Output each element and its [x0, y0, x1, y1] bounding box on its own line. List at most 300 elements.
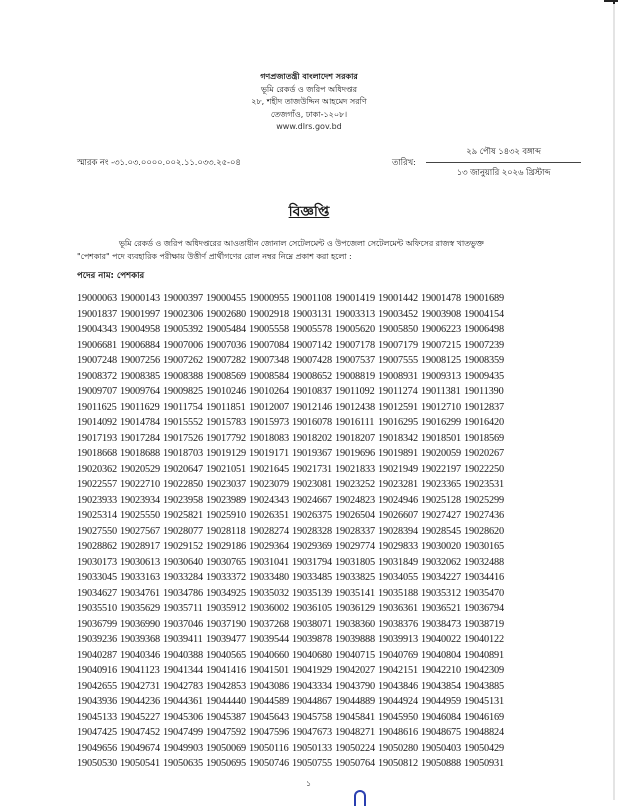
- roll-number-cell: 19028077: [163, 525, 203, 537]
- roll-number-cell: 19027567: [120, 525, 160, 537]
- roll-number-cell: 19036002: [249, 603, 289, 614]
- government-name: গণপ্রজাতন্ত্রী বাংলাদেশ সরকার: [260, 72, 358, 81]
- roll-number-cell: 19041416: [206, 665, 246, 676]
- roll-number-cell: 19026351: [249, 510, 289, 521]
- roll-number-cell: 19039411: [163, 634, 203, 645]
- roll-number-cell: 19048271: [335, 727, 375, 738]
- roll-number-cell: 19035629: [120, 603, 160, 614]
- roll-number-cell: 19038376: [378, 618, 418, 630]
- roll-number-cell: 19007282: [206, 355, 246, 366]
- roll-number-cell: 19045643: [249, 711, 289, 723]
- roll-number-cell: 19039477: [206, 634, 246, 645]
- date-block: [426, 145, 581, 180]
- roll-number-cell: 19031041: [249, 556, 289, 568]
- roll-number-cell: 19022710: [120, 479, 160, 490]
- roll-number-cell: 19008584: [249, 370, 289, 382]
- roll-number-cell: 19040916: [77, 665, 117, 676]
- date-bangla: ২৯ পৌষ ১৪৩২ বঙ্গাব্দ: [426, 145, 581, 163]
- roll-number-cell: 19047499: [163, 727, 203, 738]
- roll-number-cell: 19039888: [335, 634, 375, 645]
- roll-number-cell: 19050429: [464, 742, 504, 754]
- roll-number-cell: 19050888: [421, 758, 461, 769]
- roll-number-cell: 19008388: [163, 370, 203, 382]
- roll-number-cell: 19022197: [421, 463, 461, 475]
- roll-number-cell: 19001837: [77, 308, 117, 320]
- roll-number-cell: 19043846: [378, 680, 418, 692]
- roll-number-cell: 19050695: [206, 758, 246, 769]
- roll-number-cell: 19044867: [292, 696, 332, 707]
- roll-number-cell: 19043086: [249, 680, 289, 692]
- roll-number-cell: 19050530: [77, 758, 117, 769]
- roll-number-cell: 19028274: [249, 525, 289, 537]
- roll-number-cell: 19019171: [249, 448, 289, 459]
- roll-number-cell: 19005578: [292, 324, 332, 335]
- roll-number-cell: 19037268: [249, 618, 289, 630]
- roll-number-cell: 19035470: [464, 587, 504, 599]
- roll-number-cell: 19011092: [335, 386, 375, 397]
- roll-number-cell: 19007084: [249, 339, 289, 351]
- roll-number-cell: 19042210: [421, 665, 461, 676]
- roll-number-cell: 19034227: [421, 572, 461, 583]
- notice-title: বিজ্ঞপ্তি: [288, 204, 330, 220]
- roll-number-cell: 19037190: [206, 618, 246, 630]
- roll-number-cell: 19045227: [120, 711, 160, 723]
- roll-number-cell: 19028118: [206, 525, 246, 537]
- roll-number-cell: 19012007: [249, 401, 289, 413]
- roll-number-cell: 19050635: [163, 758, 203, 769]
- roll-number-cell: 19030765: [206, 556, 246, 568]
- roll-number-cell: 19031805: [335, 556, 375, 568]
- roll-number-cell: 19036794: [464, 603, 504, 614]
- roll-number-cell: 19033825: [335, 572, 375, 583]
- roll-number-cell: 19000397: [163, 293, 203, 304]
- roll-number-cell: 19016078: [292, 417, 332, 428]
- roll-number-cell: 19030173: [77, 556, 117, 568]
- roll-number-cell: 19025314: [77, 510, 117, 521]
- roll-number-cell: 19018703: [163, 448, 203, 459]
- roll-number-cell: 19011754: [163, 401, 203, 413]
- roll-number-cell: 19023079: [249, 479, 289, 490]
- roll-number-cell: 19019129: [206, 448, 246, 459]
- roll-number-cell: 19000063: [77, 293, 117, 304]
- roll-number-cell: 19047592: [206, 727, 246, 738]
- roll-number-cell: 19029364: [249, 541, 289, 552]
- roll-number-cell: 19007555: [378, 355, 418, 366]
- roll-number-cell: 19012710: [421, 401, 461, 413]
- roll-number-cell: 19050812: [378, 758, 418, 769]
- roll-number-cell: 19011381: [421, 386, 461, 397]
- roll-number-cell: 19050280: [378, 742, 418, 754]
- roll-number-cell: 19030613: [120, 556, 160, 568]
- roll-number-cell: 19039368: [120, 634, 160, 645]
- roll-number-cell: 19009764: [120, 386, 160, 397]
- roll-number-cell: 19016295: [378, 417, 418, 428]
- post-name-label: পদের নাম: পেশকার: [77, 271, 145, 281]
- roll-number-cell: 19041929: [292, 665, 332, 676]
- notice-paragraph-line-1: ভূমি রেকর্ড ও জরিপ অধিদপ্তরের আওতাধীন জোনাল সেটেলমেন্ট ও উপজেলা সেটেলমেন্ট অফিসের রাজস্ব খাতভুক্ত: [119, 239, 484, 248]
- roll-number-cell: 19003313: [335, 308, 375, 320]
- roll-number-cell: 19034055: [378, 572, 418, 583]
- roll-number-cell: 19048616: [378, 727, 418, 738]
- roll-number-grid: [77, 291, 587, 772]
- roll-number-cell: 19042783: [163, 680, 203, 692]
- roll-number-cell: 19029152: [163, 541, 203, 552]
- roll-number-cell: 19044361: [163, 696, 203, 707]
- roll-number-cell: 19033480: [249, 572, 289, 583]
- roll-number-cell: 19019891: [378, 448, 418, 459]
- roll-number-cell: 19015783: [206, 417, 246, 428]
- roll-number-cell: 19008359: [464, 355, 504, 366]
- roll-number-cell: 19005558: [249, 324, 289, 335]
- roll-number-cell: 19007262: [163, 355, 203, 366]
- roll-number-cell: 19023933: [77, 494, 117, 506]
- roll-number-cell: 19012591: [378, 401, 418, 413]
- roll-number-cell: 19010246: [206, 386, 246, 397]
- roll-number-cell: 19029369: [292, 541, 332, 552]
- roll-number-cell: 19046169: [464, 711, 504, 723]
- roll-number-cell: 19022250: [464, 463, 504, 475]
- roll-number-cell: 19045758: [292, 711, 332, 723]
- roll-number-cell: 19030020: [421, 541, 461, 552]
- roll-number-cell: 19007348: [249, 355, 289, 366]
- roll-number-cell: 19049674: [120, 742, 160, 754]
- roll-number-cell: 19035188: [378, 587, 418, 599]
- roll-number-cell: 19040346: [120, 649, 160, 661]
- roll-number-cell: 19028862: [77, 541, 117, 552]
- roll-number-cell: 19050403: [421, 742, 461, 754]
- roll-number-cell: 19045131: [464, 696, 504, 707]
- roll-number-cell: 19034786: [163, 587, 203, 599]
- roll-number-cell: 19025821: [163, 510, 203, 521]
- roll-number-cell: 19025550: [120, 510, 160, 521]
- roll-number-cell: 19012438: [335, 401, 375, 413]
- notice-paragraph-line-2: "পেশকার" পদে ব্যবহারিক পরীক্ষায় উত্তীর্ণ প্রার্থীগণের রোল নম্বর নিম্নে প্রকাশ করা হলো :: [77, 252, 352, 261]
- roll-number-cell: 19024946: [378, 494, 418, 506]
- roll-number-cell: 19011629: [120, 401, 160, 413]
- roll-number-cell: 19000143: [120, 293, 160, 304]
- roll-number-cell: 19006498: [464, 324, 504, 335]
- roll-number-cell: 19015973: [249, 417, 289, 428]
- roll-number-cell: 19007215: [421, 339, 461, 351]
- roll-number-cell: 19006223: [421, 324, 461, 335]
- roll-number-cell: 19016299: [421, 417, 461, 428]
- roll-number-cell: 19025910: [206, 510, 246, 521]
- roll-number-cell: 19020267: [464, 448, 504, 459]
- roll-number-cell: 19009825: [163, 386, 203, 397]
- roll-number-cell: 19033045: [77, 572, 117, 583]
- roll-number-cell: 19009313: [421, 370, 461, 382]
- roll-number-cell: 19003452: [378, 308, 418, 320]
- roll-number-cell: 19036521: [421, 603, 461, 614]
- roll-number-cell: 19024823: [335, 494, 375, 506]
- roll-number-cell: 19040022: [421, 634, 461, 645]
- signature-ink-mark: [354, 790, 366, 806]
- roll-number-cell: 19006884: [120, 339, 160, 351]
- roll-number-cell: 19018569: [464, 432, 504, 444]
- roll-number-cell: 19027436: [464, 510, 504, 521]
- roll-number-cell: 19050931: [464, 758, 504, 769]
- roll-number-cell: 19044589: [249, 696, 289, 707]
- roll-number-cell: 19008931: [378, 370, 418, 382]
- website-link[interactable]: www.dlrs.gov.bd: [276, 122, 342, 131]
- roll-number-cell: 19044440: [206, 696, 246, 707]
- roll-number-cell: 19042309: [464, 665, 504, 676]
- roll-number-cell: 19050746: [249, 758, 289, 769]
- roll-number-cell: 19005620: [335, 324, 375, 335]
- roll-number-cell: 19044889: [335, 696, 375, 707]
- roll-number-cell: 19040680: [292, 649, 332, 661]
- roll-number-cell: 19001997: [120, 308, 160, 320]
- roll-number-cell: 19045133: [77, 711, 117, 723]
- roll-number-cell: 19000955: [249, 293, 289, 304]
- roll-number-cell: 19035711: [163, 603, 203, 614]
- roll-number-cell: 19040804: [421, 649, 461, 661]
- roll-number-cell: 19024343: [249, 494, 289, 506]
- roll-number-cell: 19018207: [335, 432, 375, 444]
- roll-number-cell: 19010837: [292, 386, 332, 397]
- roll-number-cell: 19041344: [163, 665, 203, 676]
- roll-number-cell: 19045306: [163, 711, 203, 723]
- scan-edge-corner: [604, 0, 618, 2]
- roll-number-cell: 19014092: [77, 417, 117, 428]
- roll-number-cell: 19044959: [421, 696, 461, 707]
- roll-number-cell: 19021051: [206, 463, 246, 475]
- roll-number-cell: 19045387: [206, 711, 246, 723]
- roll-number-cell: 19020362: [77, 463, 117, 475]
- roll-number-cell: 19035312: [421, 587, 461, 599]
- roll-number-cell: 19023531: [464, 479, 504, 490]
- roll-number-cell: 19000455: [206, 293, 246, 304]
- roll-number-cell: 19001689: [464, 293, 504, 304]
- roll-number-cell: 19043854: [421, 680, 461, 692]
- address-line: ২৮, শহীদ তাজউদ্দিন আহমেদ সরণি: [251, 97, 367, 106]
- roll-number-cell: 19012146: [292, 401, 332, 413]
- roll-number-cell: 19012837: [464, 401, 504, 413]
- roll-number-cell: 19033372: [206, 572, 246, 583]
- roll-number-cell: 19034627: [77, 587, 117, 599]
- roll-number-cell: 19038071: [292, 618, 332, 630]
- roll-number-cell: 19007006: [163, 339, 203, 351]
- roll-number-cell: 19032062: [421, 556, 461, 568]
- roll-number-cell: 19036799: [77, 618, 117, 630]
- roll-number-cell: 19004343: [77, 324, 117, 335]
- roll-number-cell: 19007248: [77, 355, 117, 366]
- roll-number-cell: 19011851: [206, 401, 246, 413]
- roll-number-cell: 19017193: [77, 432, 117, 444]
- roll-number-cell: 19048675: [421, 727, 461, 738]
- roll-number-cell: 19018501: [421, 432, 461, 444]
- roll-number-cell: 19027550: [77, 525, 117, 537]
- roll-number-cell: 19007239: [464, 339, 504, 351]
- department-name: ভূমি রেকর্ড ও জরিপ অধিদপ্তর: [260, 84, 358, 94]
- roll-number-cell: 19018083: [249, 432, 289, 444]
- roll-number-cell: 19050224: [335, 742, 375, 754]
- roll-number-cell: 19008652: [292, 370, 332, 382]
- roll-number-cell: 19020059: [421, 448, 461, 459]
- roll-number-cell: 19018668: [77, 448, 117, 459]
- roll-number-cell: 19038719: [464, 618, 504, 630]
- roll-number-cell: 19002918: [249, 308, 289, 320]
- roll-number-cell: 19009707: [77, 386, 117, 397]
- roll-number-cell: 19040565: [206, 649, 246, 661]
- roll-number-cell: 19031794: [292, 556, 332, 568]
- roll-number-cell: 19035141: [335, 587, 375, 599]
- roll-number-cell: 19019696: [335, 448, 375, 459]
- roll-number-cell: 19026375: [292, 510, 332, 521]
- roll-number-cell: 19017792: [206, 432, 246, 444]
- roll-number-cell: 19008569: [206, 370, 246, 382]
- roll-number-cell: 19043936: [77, 696, 117, 707]
- roll-number-cell: 19007142: [292, 339, 332, 351]
- roll-number-cell: 19040769: [378, 649, 418, 661]
- roll-number-cell: 19047452: [120, 727, 160, 738]
- roll-number-cell: 19019367: [292, 448, 332, 459]
- roll-number-cell: 19014784: [120, 417, 160, 428]
- roll-number-cell: 19008125: [421, 355, 461, 366]
- roll-number-cell: 19029774: [335, 541, 375, 552]
- roll-number-cell: 19002306: [163, 308, 203, 320]
- roll-number-cell: 19001478: [421, 293, 461, 304]
- roll-number-cell: 19049903: [163, 742, 203, 754]
- roll-number-cell: 19021731: [292, 463, 332, 475]
- roll-number-cell: 19034416: [464, 572, 504, 583]
- roll-number-cell: 19001442: [378, 293, 418, 304]
- roll-number-cell: 19039913: [378, 634, 418, 645]
- roll-number-cell: 19007178: [335, 339, 375, 351]
- roll-number-cell: 19007179: [378, 339, 418, 351]
- roll-number-cell: 19043790: [335, 680, 375, 692]
- roll-number-cell: 19028328: [292, 525, 332, 537]
- roll-number-cell: 19050541: [120, 758, 160, 769]
- roll-number-cell: 19028337: [335, 525, 375, 537]
- roll-number-cell: 19024667: [292, 494, 332, 506]
- roll-number-cell: 19045950: [378, 711, 418, 723]
- roll-number-cell: 19028620: [464, 525, 504, 537]
- roll-number-cell: 19021645: [249, 463, 289, 475]
- letterhead: [0, 71, 618, 134]
- roll-number-cell: 19033284: [163, 572, 203, 583]
- roll-number-cell: 19040122: [464, 634, 504, 645]
- roll-number-cell: 19027427: [421, 510, 461, 521]
- date-gregorian: ১৩ জানুয়ারি ২০২৬ খ্রিস্টাব্দ: [456, 167, 551, 177]
- roll-number-cell: 19023252: [335, 479, 375, 490]
- roll-number-cell: 19017526: [163, 432, 203, 444]
- roll-number-cell: 19008819: [335, 370, 375, 382]
- roll-number-cell: 19039878: [292, 634, 332, 645]
- roll-number-cell: 19001419: [335, 293, 375, 304]
- roll-number-cell: 19047596: [249, 727, 289, 738]
- roll-number-cell: 19010264: [249, 386, 289, 397]
- roll-number-cell: 19023081: [292, 479, 332, 490]
- roll-number-cell: 19043334: [292, 680, 332, 692]
- roll-number-cell: 19045841: [335, 711, 375, 723]
- roll-number-cell: 19031849: [378, 556, 418, 568]
- roll-number-cell: 19038473: [421, 618, 461, 630]
- roll-number-cell: 19008372: [77, 370, 117, 382]
- roll-number-cell: 19035032: [249, 587, 289, 599]
- roll-number-cell: 19042655: [77, 680, 117, 692]
- page-number: ১: [306, 779, 312, 788]
- roll-number-cell: 19017284: [120, 432, 160, 444]
- roll-number-cell: 19003131: [292, 308, 332, 320]
- roll-number-cell: 19022850: [163, 479, 203, 490]
- roll-number-cell: 19009435: [464, 370, 504, 382]
- roll-number-cell: 19005392: [163, 324, 203, 335]
- roll-number-cell: 19022557: [77, 479, 117, 490]
- roll-number-cell: 19034761: [120, 587, 160, 599]
- roll-number-cell: 19032488: [464, 556, 504, 568]
- roll-number-cell: 19036361: [378, 603, 418, 614]
- roll-number-cell: 19040388: [163, 649, 203, 661]
- roll-number-cell: 19028394: [378, 525, 418, 537]
- roll-number-cell: 19036990: [120, 618, 160, 630]
- roll-number-cell: 19002680: [206, 308, 246, 320]
- roll-number-cell: 19042853: [206, 680, 246, 692]
- roll-number-cell: 19035510: [77, 603, 117, 614]
- roll-number-cell: 19038360: [335, 618, 375, 630]
- roll-number-cell: 19048824: [464, 727, 504, 738]
- roll-number-cell: 19035912: [206, 603, 246, 614]
- roll-number-cell: 19021949: [378, 463, 418, 475]
- roll-number-cell: 19023365: [421, 479, 461, 490]
- roll-number-cell: 19029186: [206, 541, 246, 552]
- roll-number-cell: 19008385: [120, 370, 160, 382]
- roll-number-cell: 19025299: [464, 494, 504, 506]
- roll-number-cell: 19016111: [335, 417, 375, 428]
- memo-number: স্মারক নং -৩১.০৩.০০০০.০০২.১১.০৩৩.২৫-০৪: [77, 157, 241, 167]
- roll-number-cell: 19005484: [206, 324, 246, 335]
- roll-number-cell: 19046084: [421, 711, 461, 723]
- roll-number-cell: 19026607: [378, 510, 418, 521]
- roll-number-cell: 19047673: [292, 727, 332, 738]
- roll-number-cell: 19007428: [292, 355, 332, 366]
- roll-number-cell: 19011390: [464, 386, 504, 397]
- roll-number-cell: 19050069: [206, 742, 246, 754]
- roll-number-cell: 19003908: [421, 308, 461, 320]
- roll-number-cell: 19039236: [77, 634, 117, 645]
- roll-number-cell: 19007537: [335, 355, 375, 366]
- roll-number-cell: 19040715: [335, 649, 375, 661]
- roll-number-cell: 19025128: [421, 494, 461, 506]
- roll-number-cell: 19040287: [77, 649, 117, 661]
- roll-number-cell: 19036129: [335, 603, 375, 614]
- roll-number-cell: 19004154: [464, 308, 504, 320]
- roll-number-cell: 19020529: [120, 463, 160, 475]
- roll-number-cell: 19042027: [335, 665, 375, 676]
- roll-number-cell: 19043885: [464, 680, 504, 692]
- roll-number-cell: 19050764: [335, 758, 375, 769]
- roll-number-cell: 19018688: [120, 448, 160, 459]
- roll-number-cell: 19039544: [249, 634, 289, 645]
- roll-number-cell: 19023958: [163, 494, 203, 506]
- roll-number-cell: 19047425: [77, 727, 117, 738]
- roll-number-cell: 19005850: [378, 324, 418, 335]
- roll-number-cell: 19036105: [292, 603, 332, 614]
- roll-number-cell: 19028545: [421, 525, 461, 537]
- date-label: তারিখ:: [392, 157, 416, 167]
- roll-number-cell: 19050116: [249, 742, 289, 754]
- city-line: তেজগাঁও, ঢাকা-১২০৮।: [270, 109, 348, 119]
- roll-number-cell: 19007036: [206, 339, 246, 351]
- roll-number-cell: 19030165: [464, 541, 504, 552]
- roll-number-cell: 19011274: [378, 386, 418, 397]
- roll-number-cell: 19044236: [120, 696, 160, 707]
- roll-number-cell: 19001108: [292, 293, 332, 304]
- roll-number-cell: 19029833: [378, 541, 418, 552]
- roll-number-cell: 19007256: [120, 355, 160, 366]
- roll-number-cell: 19023989: [206, 494, 246, 506]
- roll-number-cell: 19034925: [206, 587, 246, 599]
